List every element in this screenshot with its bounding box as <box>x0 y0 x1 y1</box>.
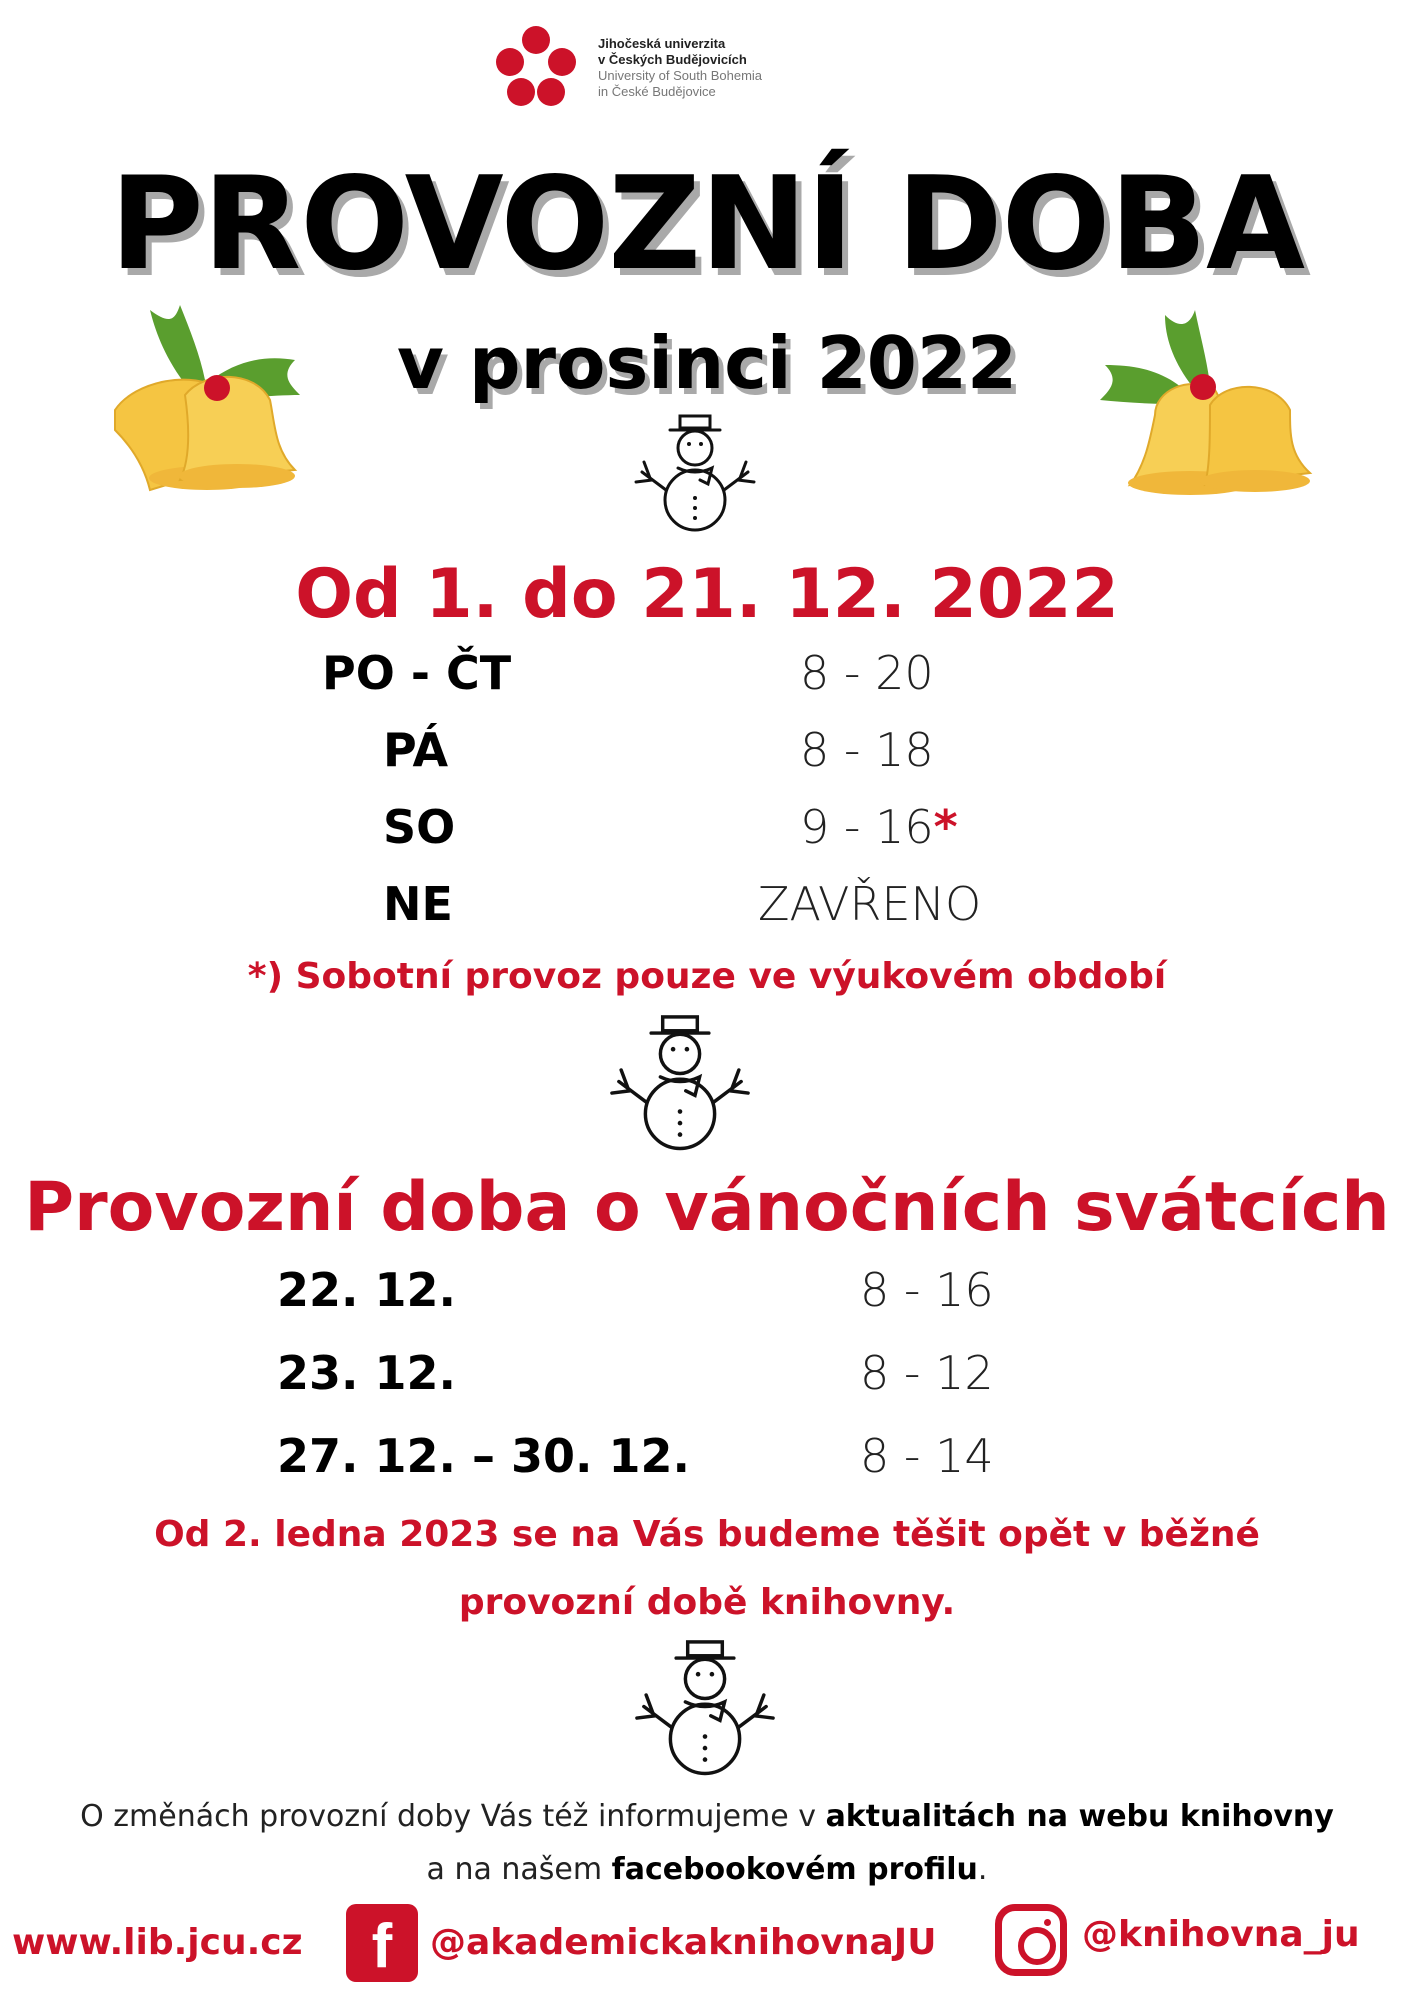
logo-line-1: Jihočeská univerzita <box>598 36 726 51</box>
hours-value: ZAVŘENO <box>758 877 982 931</box>
saturday-note: *) Sobotní provoz pouze ve výukovém období <box>247 956 1167 997</box>
section1-heading: Od 1. do 21. 12. 2022 <box>295 555 1119 634</box>
january-note-line-2: provozní době knihovny. <box>458 1582 956 1623</box>
logo-line-3: University of South Bohemia <box>598 68 763 83</box>
footer-info-line-2 <box>0 1848 1414 1892</box>
date-label: 22. 12. <box>277 1263 456 1317</box>
hours-value <box>800 797 958 857</box>
hours-value: 8 - 16 <box>860 1263 994 1317</box>
footer-text: O změnách provozní doby Vás též informujeme v <box>80 1799 826 1834</box>
footer-text: a na našem <box>426 1852 612 1887</box>
snowman-icon <box>630 1635 780 1785</box>
logo-line-2: v Českých Budějovicích <box>598 52 747 67</box>
bell-holly-icon-right <box>1095 305 1315 505</box>
day-label: PÁ <box>383 723 449 777</box>
hours-text: 9 - 16 <box>800 800 934 854</box>
snowman-icon <box>605 1010 755 1160</box>
university-logo <box>488 22 828 112</box>
bell-holly-icon <box>95 300 315 500</box>
section2-heading: Provozní doba o vánočních svátcích <box>24 1168 1390 1247</box>
footer-text: . <box>977 1852 988 1887</box>
page-title: PROVOZNÍ DOBA <box>109 150 1305 299</box>
instagram-handle[interactable]: @knihovna_ju <box>1082 1914 1360 1955</box>
hours-value: 8 - 12 <box>860 1346 994 1400</box>
facebook-icon[interactable]: f <box>346 1904 418 1982</box>
page-subtitle: v prosinci 2022 <box>396 321 1018 405</box>
date-label: 27. 12. – 30. 12. <box>277 1429 691 1483</box>
logo-line-4: in České Budějovice <box>598 84 716 99</box>
website-link[interactable]: www.lib.jcu.cz <box>12 1922 303 1963</box>
day-label: NE <box>383 877 453 931</box>
university-name <box>598 36 762 100</box>
date-label: 23. 12. <box>277 1346 456 1400</box>
facebook-handle[interactable]: @akademickaknihovnaJU <box>430 1922 937 1963</box>
snowman-icon <box>630 410 760 540</box>
asterisk-marker: * <box>933 800 958 854</box>
day-label: SO <box>383 800 456 854</box>
hours-value: 8 - 20 <box>800 646 934 700</box>
day-label: PO - ČT <box>322 646 512 700</box>
hours-value: 8 - 14 <box>860 1429 994 1483</box>
january-note-line-1: Od 2. ledna 2023 se na Vás budeme těšit opět v běžné <box>154 1514 1260 1555</box>
hours-value: 8 - 18 <box>800 723 934 777</box>
footer-info-line-1 <box>0 1795 1414 1839</box>
facebook-profile-link[interactable]: facebookovém profilu <box>611 1852 978 1887</box>
website-news-link[interactable]: aktualitách na webu knihovny <box>825 1799 1334 1834</box>
university-logo-icon <box>488 22 588 112</box>
instagram-icon[interactable] <box>995 1904 1067 1976</box>
